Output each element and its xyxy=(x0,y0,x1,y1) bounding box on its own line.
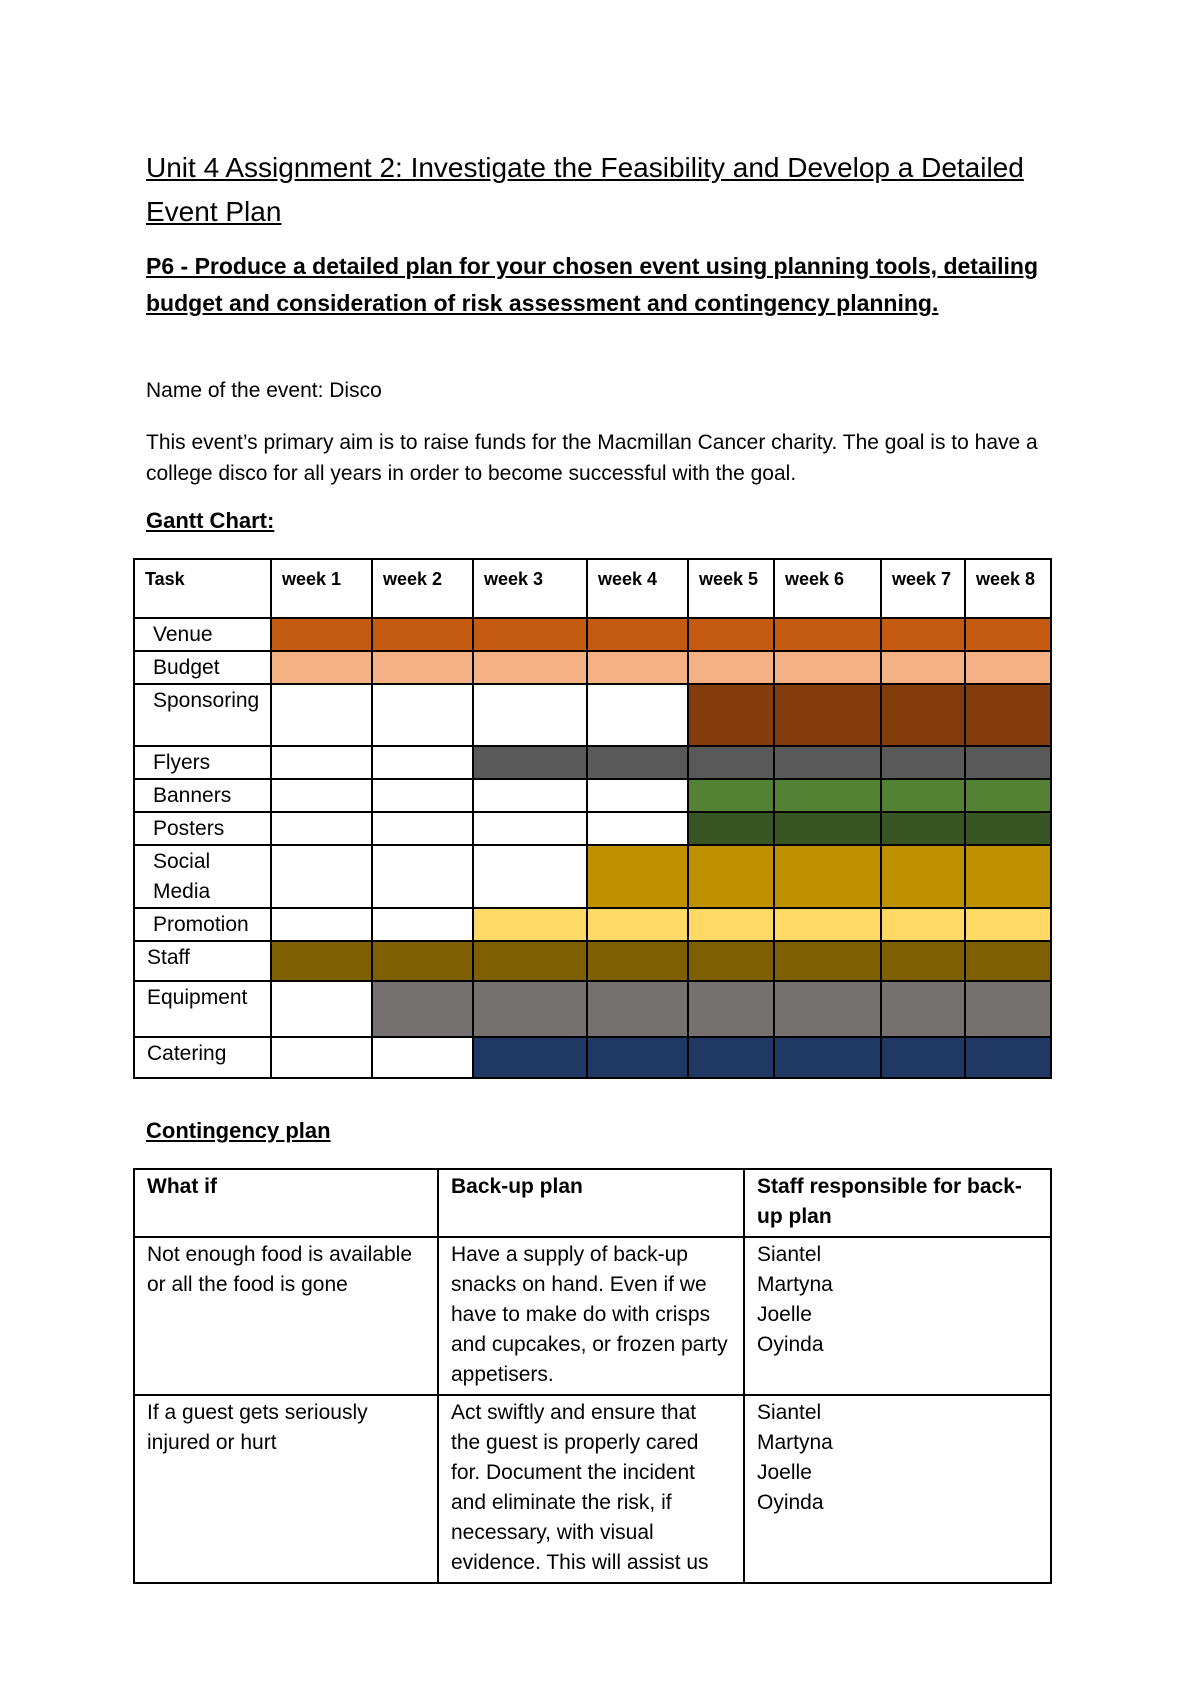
contingency-header-cell: What if xyxy=(134,1169,438,1237)
gantt-empty-cell xyxy=(587,812,688,845)
gantt-bar-cell xyxy=(965,684,1051,746)
gantt-bar-cell xyxy=(774,981,881,1037)
contingency-header-cell: Back-up plan xyxy=(438,1169,744,1237)
gantt-header-week: week 7 xyxy=(881,559,965,618)
gantt-bar-cell xyxy=(688,812,774,845)
gantt-row xyxy=(134,908,1051,941)
gantt-bar-cell xyxy=(587,908,688,941)
contingency-row xyxy=(134,1237,1051,1395)
gantt-empty-cell xyxy=(372,908,473,941)
gantt-empty-cell xyxy=(372,684,473,746)
gantt-bar-cell xyxy=(881,651,965,684)
gantt-bar-cell xyxy=(881,779,965,812)
gantt-bar-cell xyxy=(473,981,587,1037)
gantt-bar-cell xyxy=(372,651,473,684)
gantt-bar-cell xyxy=(688,618,774,651)
gantt-bar-cell xyxy=(774,746,881,779)
gantt-bar-cell xyxy=(587,981,688,1037)
gantt-bar-cell xyxy=(688,981,774,1037)
gantt-bar-cell xyxy=(965,618,1051,651)
gantt-task-label: Catering xyxy=(134,1037,271,1078)
gantt-empty-cell xyxy=(271,684,372,746)
staff-responsible-cell xyxy=(744,1395,1051,1583)
gantt-bar-cell xyxy=(271,651,372,684)
gantt-bar-cell xyxy=(774,651,881,684)
gantt-empty-cell xyxy=(473,812,587,845)
contingency-header-row xyxy=(134,1169,1051,1237)
gantt-bar-cell xyxy=(881,618,965,651)
backup-plan-cell: Act swiftly and ensure that the guest is properly cared for. Document the incident and eliminate the risk, if necessary, with visual evidence. This will assist us xyxy=(438,1395,744,1583)
gantt-header-week: week 2 xyxy=(372,559,473,618)
gantt-bar-cell xyxy=(965,908,1051,941)
gantt-header-week: week 8 xyxy=(965,559,1051,618)
gantt-bar-cell xyxy=(473,908,587,941)
gantt-bar-cell xyxy=(372,618,473,651)
staff-name: Siantel xyxy=(757,1243,822,1266)
gantt-empty-cell xyxy=(587,684,688,746)
gantt-header-row xyxy=(134,559,1051,618)
gantt-bar-cell xyxy=(688,779,774,812)
gantt-empty-cell xyxy=(271,1037,372,1078)
gantt-bar-cell xyxy=(473,618,587,651)
contingency-header-cell: Staff responsible for back-up plan xyxy=(744,1169,1051,1237)
gantt-row xyxy=(134,812,1051,845)
gantt-task-label: Promotion xyxy=(134,908,271,941)
gantt-bar-cell xyxy=(881,908,965,941)
gantt-task-label: Sponsoring xyxy=(134,684,271,746)
gantt-bar-cell xyxy=(688,1037,774,1078)
gantt-bar-cell xyxy=(965,812,1051,845)
what-if-cell: If a guest gets seriously injured or hurt xyxy=(134,1395,438,1583)
gantt-bar-cell xyxy=(881,981,965,1037)
gantt-header-week: week 5 xyxy=(688,559,774,618)
gantt-bar-cell xyxy=(587,651,688,684)
staff-responsible-cell xyxy=(744,1237,1051,1395)
gantt-empty-cell xyxy=(271,779,372,812)
staff-name: Martyna xyxy=(757,1431,833,1454)
gantt-bar-cell xyxy=(774,908,881,941)
event-name: Name of the event: Disco xyxy=(146,379,382,402)
gantt-empty-cell xyxy=(587,779,688,812)
gantt-empty-cell xyxy=(372,746,473,779)
what-if-cell: Not enough food is available or all the food is gone xyxy=(134,1237,438,1395)
gantt-bar-cell xyxy=(688,941,774,981)
gantt-bar-cell xyxy=(965,981,1051,1037)
gantt-empty-cell xyxy=(372,1037,473,1078)
gantt-empty-cell xyxy=(271,746,372,779)
gantt-row xyxy=(134,981,1051,1037)
gantt-bar-cell xyxy=(688,746,774,779)
gantt-bar-cell xyxy=(688,845,774,908)
gantt-bar-cell xyxy=(587,1037,688,1078)
gantt-bar-cell xyxy=(473,941,587,981)
backup-plan-cell: Have a supply of back-up snacks on hand. Even if we have to make do with crisps and cupcakes, or frozen party appetisers. xyxy=(438,1237,744,1395)
gantt-bar-cell xyxy=(881,746,965,779)
gantt-bar-cell xyxy=(881,812,965,845)
gantt-row xyxy=(134,746,1051,779)
gantt-row xyxy=(134,779,1051,812)
gantt-bar-cell xyxy=(688,908,774,941)
staff-name: Siantel xyxy=(757,1401,822,1424)
gantt-row xyxy=(134,651,1051,684)
gantt-bar-cell xyxy=(965,941,1051,981)
gantt-bar-cell xyxy=(372,981,473,1037)
gantt-bar-cell xyxy=(271,618,372,651)
gantt-bar-cell xyxy=(587,845,688,908)
gantt-empty-cell xyxy=(372,845,473,908)
gantt-header-week: week 3 xyxy=(473,559,587,618)
gantt-task-label: Banners xyxy=(134,779,271,812)
gantt-bar-cell xyxy=(587,618,688,651)
gantt-empty-cell xyxy=(271,981,372,1037)
gantt-empty-cell xyxy=(372,779,473,812)
gantt-header-task: Task xyxy=(134,559,271,618)
gantt-bar-cell xyxy=(881,845,965,908)
gantt-empty-cell xyxy=(271,812,372,845)
event-aim: This event’s primary aim is to raise funds for the Macmillan Cancer charity. The goal is to have a college disco for all years in order to become successful with the goal. xyxy=(146,431,1038,485)
criterion-heading: P6 - Produce a detailed plan for your chosen event using planning tools, detailing budget and consideration of risk assessment and contingency planning. xyxy=(146,253,1039,316)
contingency-heading: Contingency plan xyxy=(146,1118,331,1143)
gantt-heading: Gantt Chart: xyxy=(146,508,275,533)
contingency-plan-table xyxy=(133,1168,1052,1584)
gantt-bar-cell xyxy=(587,941,688,981)
gantt-bar-cell xyxy=(774,779,881,812)
gantt-task-label: Staff xyxy=(134,941,271,981)
staff-name: Joelle xyxy=(757,1303,812,1326)
gantt-bar-cell xyxy=(881,941,965,981)
gantt-empty-cell xyxy=(473,779,587,812)
gantt-bar-cell xyxy=(774,812,881,845)
document-title: Unit 4 Assignment 2: Investigate the Feasibility and Develop a Detailed Event Plan xyxy=(146,152,1024,227)
contingency-row xyxy=(134,1395,1051,1583)
gantt-bar-cell xyxy=(881,1037,965,1078)
gantt-bar-cell xyxy=(587,746,688,779)
staff-name: Joelle xyxy=(757,1461,812,1484)
gantt-header-week: week 1 xyxy=(271,559,372,618)
gantt-bar-cell xyxy=(271,941,372,981)
gantt-header-week: week 4 xyxy=(587,559,688,618)
gantt-bar-cell xyxy=(965,651,1051,684)
gantt-bar-cell xyxy=(473,746,587,779)
gantt-header-week: week 6 xyxy=(774,559,881,618)
gantt-bar-cell xyxy=(372,941,473,981)
gantt-bar-cell xyxy=(774,941,881,981)
gantt-task-label: Budget xyxy=(134,651,271,684)
gantt-task-label: Social Media xyxy=(134,845,271,908)
staff-name: Oyinda xyxy=(757,1491,824,1514)
gantt-bar-cell xyxy=(774,618,881,651)
gantt-task-label: Venue xyxy=(134,618,271,651)
gantt-bar-cell xyxy=(774,845,881,908)
gantt-task-label: Equipment xyxy=(134,981,271,1037)
gantt-row xyxy=(134,618,1051,651)
gantt-empty-cell xyxy=(271,845,372,908)
gantt-empty-cell xyxy=(271,908,372,941)
gantt-bar-cell xyxy=(688,651,774,684)
gantt-chart-table xyxy=(133,558,1052,1079)
gantt-task-label: Posters xyxy=(134,812,271,845)
gantt-row xyxy=(134,941,1051,981)
staff-name: Martyna xyxy=(757,1273,833,1296)
staff-name: Oyinda xyxy=(757,1333,824,1356)
gantt-bar-cell xyxy=(965,779,1051,812)
gantt-bar-cell xyxy=(473,651,587,684)
gantt-bar-cell xyxy=(965,1037,1051,1078)
gantt-row xyxy=(134,1037,1051,1078)
gantt-bar-cell xyxy=(965,845,1051,908)
gantt-bar-cell xyxy=(774,684,881,746)
gantt-empty-cell xyxy=(473,684,587,746)
gantt-bar-cell xyxy=(774,1037,881,1078)
gantt-empty-cell xyxy=(473,845,587,908)
gantt-row xyxy=(134,684,1051,746)
gantt-bar-cell xyxy=(965,746,1051,779)
gantt-row xyxy=(134,845,1051,908)
gantt-bar-cell xyxy=(473,1037,587,1078)
gantt-task-label: Flyers xyxy=(134,746,271,779)
gantt-bar-cell xyxy=(688,684,774,746)
gantt-empty-cell xyxy=(372,812,473,845)
gantt-bar-cell xyxy=(881,684,965,746)
